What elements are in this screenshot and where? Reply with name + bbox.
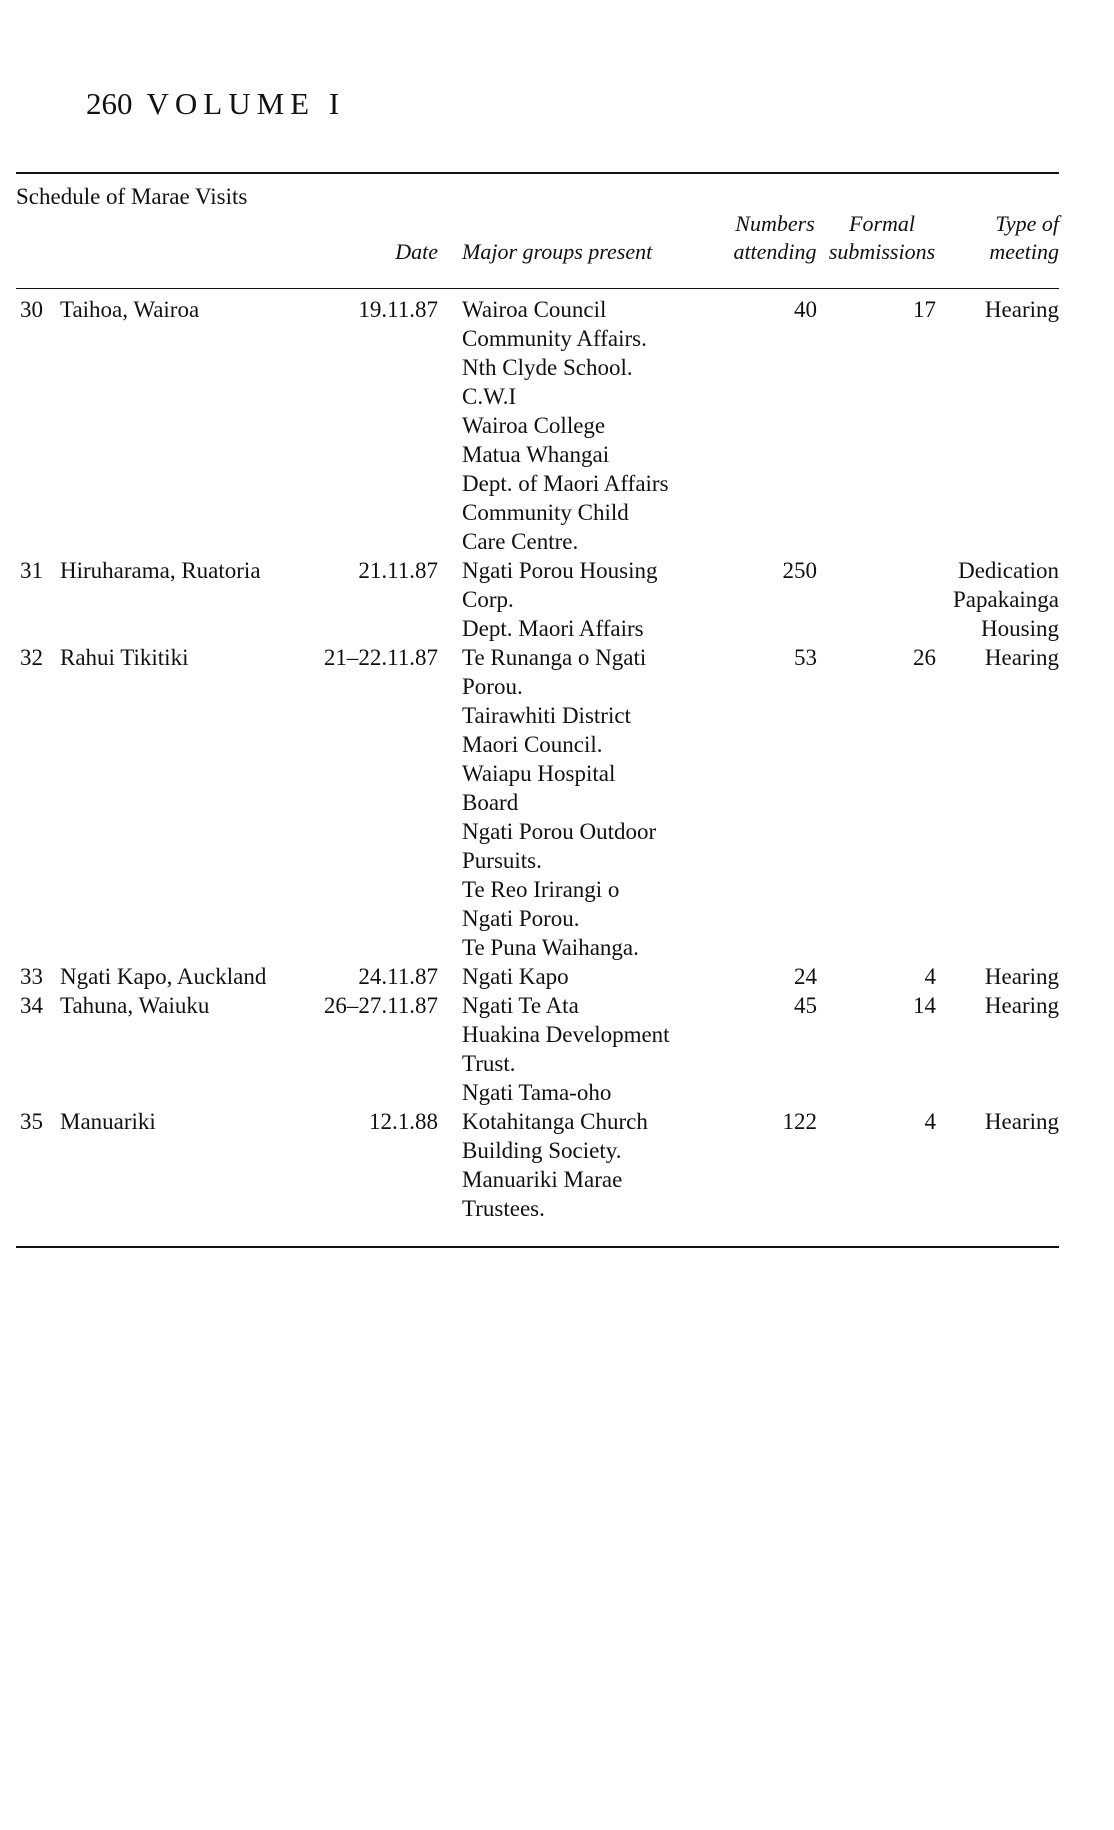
column-header-groups: Major groups present [462, 239, 653, 264]
numbers-attending: 122 [782, 1109, 817, 1134]
meeting-type: Hearing [984, 964, 1059, 989]
marae-name: Rahui Tikitiki [60, 645, 189, 670]
marae-name: Hiruharama, Ruatoria [60, 558, 261, 583]
table-bottom-rule [16, 1246, 1059, 1248]
visit-date: 26–27.11.87 [323, 993, 438, 1018]
marae-name: Manuariki [60, 1109, 156, 1134]
column-header-date: Date [395, 239, 438, 264]
numbers-attending: 24 [794, 964, 817, 989]
formal-submissions: 14 [913, 993, 936, 1018]
row-number: 32 [20, 645, 43, 670]
meeting-type: Hearing [984, 1109, 1059, 1134]
column-header-formal: Formal submissions [828, 211, 936, 264]
groups-list: Ngati Porou Housing Corp. Dept. Maori Affairs [462, 558, 658, 641]
formal-submissions: 4 [924, 1109, 936, 1134]
row-number: 34 [20, 993, 43, 1018]
groups-list: Ngati Kapo [462, 964, 569, 989]
numbers-attending: 45 [794, 993, 817, 1018]
running-header [86, 86, 345, 122]
formal-submissions: 26 [913, 645, 936, 670]
marae-name: Ngati Kapo, Auckland [60, 964, 267, 989]
row-number: 31 [20, 558, 43, 583]
meeting-type: Hearing [984, 645, 1059, 670]
numbers-attending: 40 [794, 297, 817, 322]
table-caption: Schedule of Marae Visits [16, 184, 248, 209]
visit-date: 12.1.88 [369, 1109, 438, 1134]
row-number: 35 [20, 1109, 43, 1134]
marae-name: Tahuna, Waiuku [60, 993, 210, 1018]
meeting-type: Dedication Papakainga Housing [952, 558, 1059, 641]
groups-list: Kotahitanga Church Building Society. Manuariki Marae Trustees. [462, 1109, 648, 1221]
visit-date: 21.11.87 [358, 558, 438, 583]
column-header-numbers: Numbers attending [733, 211, 817, 264]
formal-submissions: 17 [913, 297, 936, 322]
meeting-type: Hearing [984, 993, 1059, 1018]
formal-submissions: 4 [924, 964, 936, 989]
table-header-rule [16, 288, 1059, 289]
groups-list: Te Runanga o Ngati Porou. Tairawhiti District Maori Council. Waiapu Hospital Board Ngati Porou Outdoor Pursuits. Te Reo Irirangi o Ngati Porou. Te Puna Waihanga. [462, 645, 657, 960]
visit-date: 19.11.87 [358, 297, 438, 322]
visit-date: 21–22.11.87 [323, 645, 438, 670]
visit-date: 24.11.87 [358, 964, 438, 989]
meeting-type: Hearing [984, 297, 1059, 322]
table-top-rule [16, 172, 1059, 174]
row-number: 33 [20, 964, 43, 989]
marae-name: Taihoa, Wairoa [60, 297, 200, 322]
numbers-attending: 250 [782, 558, 817, 583]
column-header-type: Type of meeting [989, 211, 1059, 264]
numbers-attending: 53 [794, 645, 817, 670]
row-number: 30 [20, 297, 43, 322]
groups-list: Ngati Te Ata Huakina Development Trust. Ngati Tama-oho [462, 993, 670, 1105]
page-number: 260 [86, 86, 133, 121]
volume-label: VOLUME I [146, 86, 346, 121]
groups-list: Wairoa Council Community Affairs. Nth Clyde School. C.W.I Wairoa College Matua Whangai Dept. of Maori Affairs Community Child Care Centre. [462, 297, 669, 554]
